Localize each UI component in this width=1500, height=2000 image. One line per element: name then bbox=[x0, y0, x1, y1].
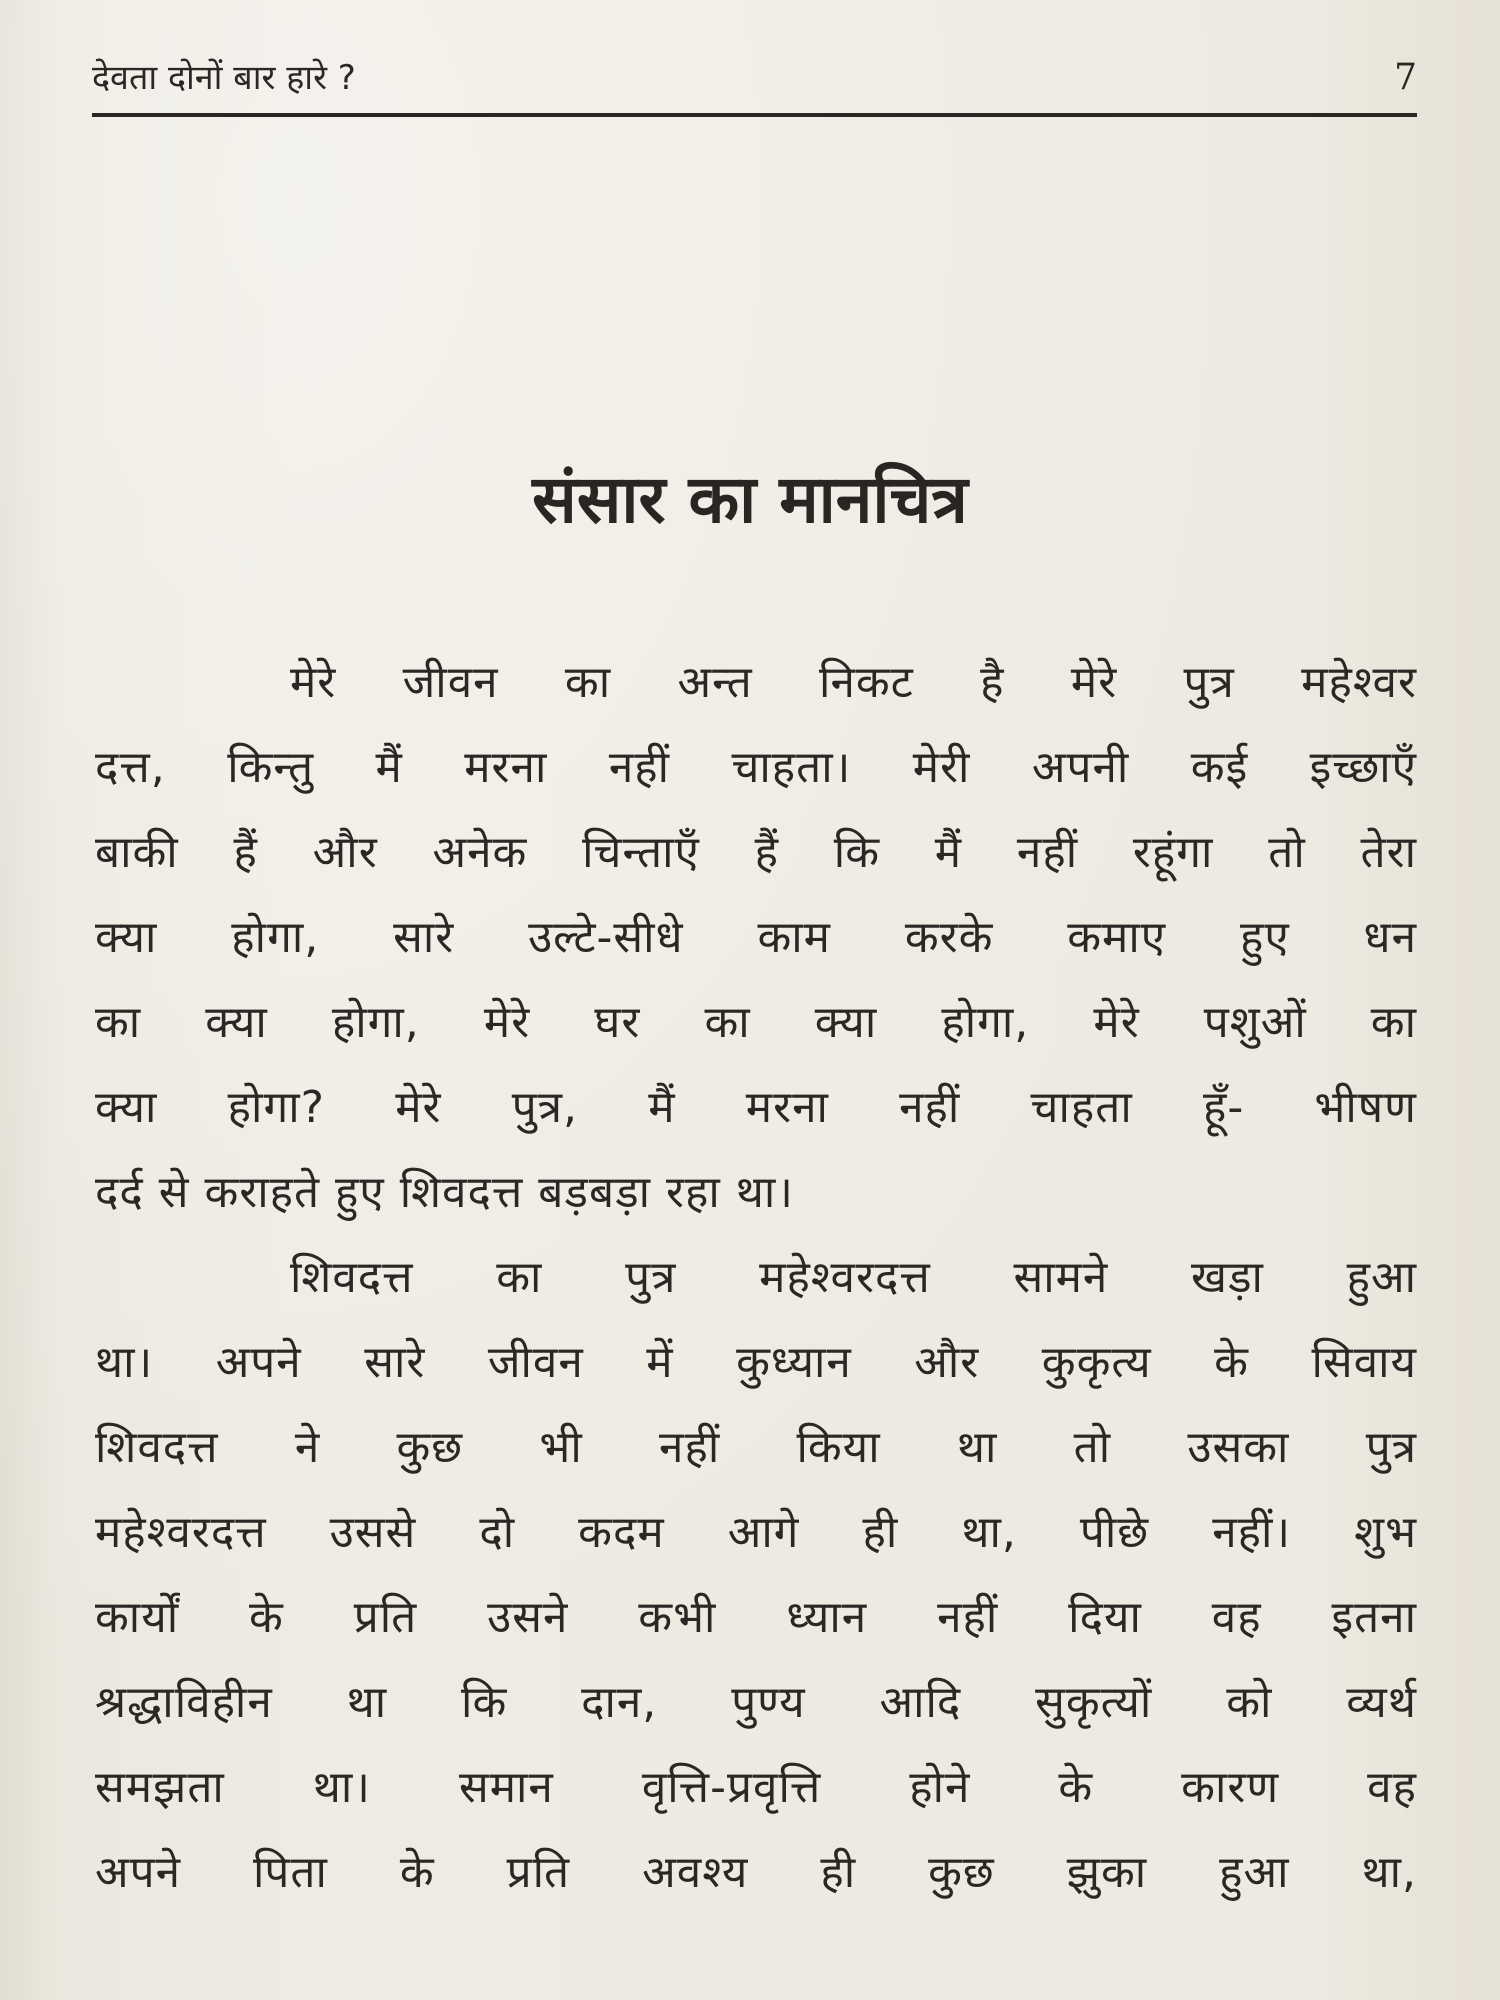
text-line: श्रद्धाविहीन था कि दान, पुण्य आदि सुकृत्यों को व्यर्थ bbox=[95, 1677, 1417, 1728]
text-line: था। अपने सारे जीवन में कुध्यान और कुकृत्य के सिवाय bbox=[95, 1337, 1417, 1388]
text-line: महेश्वरदत्त उससे दो कदम आगे ही था, पीछे नहीं। शुभ bbox=[95, 1507, 1417, 1558]
header-rule bbox=[92, 113, 1417, 117]
running-header-title: देवता दोनों बार हारे ? bbox=[92, 58, 356, 98]
text-line: शिवदत्त का पुत्र महेश्वरदत्त सामने खड़ा हुआ bbox=[290, 1252, 1417, 1303]
chapter-title: संसार का मानचित्र bbox=[532, 461, 968, 538]
text-line: क्या होगा? मेरे पुत्र, मैं मरना नहीं चाहता हूँ- भीषण bbox=[95, 1082, 1417, 1133]
text-line: का क्या होगा, मेरे घर का क्या होगा, मेरे पशुओं का bbox=[95, 997, 1417, 1048]
text-line: मेरे जीवन का अन्त निकट है मेरे पुत्र महेश्वर bbox=[290, 657, 1417, 708]
paragraph-1 bbox=[95, 640, 1417, 1235]
text-line: बाकी हैं और अनेक चिन्ताएँ हैं कि मैं नहीं रहूंगा तो तेरा bbox=[95, 827, 1417, 878]
paragraph-2 bbox=[95, 1235, 1417, 1915]
text-line: दर्द से कराहते हुए शिवदत्त बड़बड़ा रहा था। bbox=[95, 1167, 794, 1218]
text-line: क्या होगा, सारे उल्टे-सीधे काम करके कमाए हुए धन bbox=[95, 912, 1417, 963]
text-line: कार्यों के प्रति उसने कभी ध्यान नहीं दिया वह इतना bbox=[95, 1592, 1417, 1643]
text-line: शिवदत्त ने कुछ भी नहीं किया था तो उसका पुत्र bbox=[95, 1422, 1417, 1473]
page-number: 7 bbox=[1394, 57, 1417, 98]
text-line: समझता था। समान वृत्ति-प्रवृत्ति होने के कारण वह bbox=[95, 1762, 1417, 1813]
text-line: अपने पिता के प्रति अवश्य ही कुछ झुका हुआ था, bbox=[95, 1847, 1417, 1898]
text-line: दत्त, किन्तु मैं मरना नहीं चाहता। मेरी अपनी कई इच्छाएँ bbox=[95, 742, 1417, 793]
running-header bbox=[92, 48, 1417, 108]
body-text bbox=[95, 640, 1417, 1915]
